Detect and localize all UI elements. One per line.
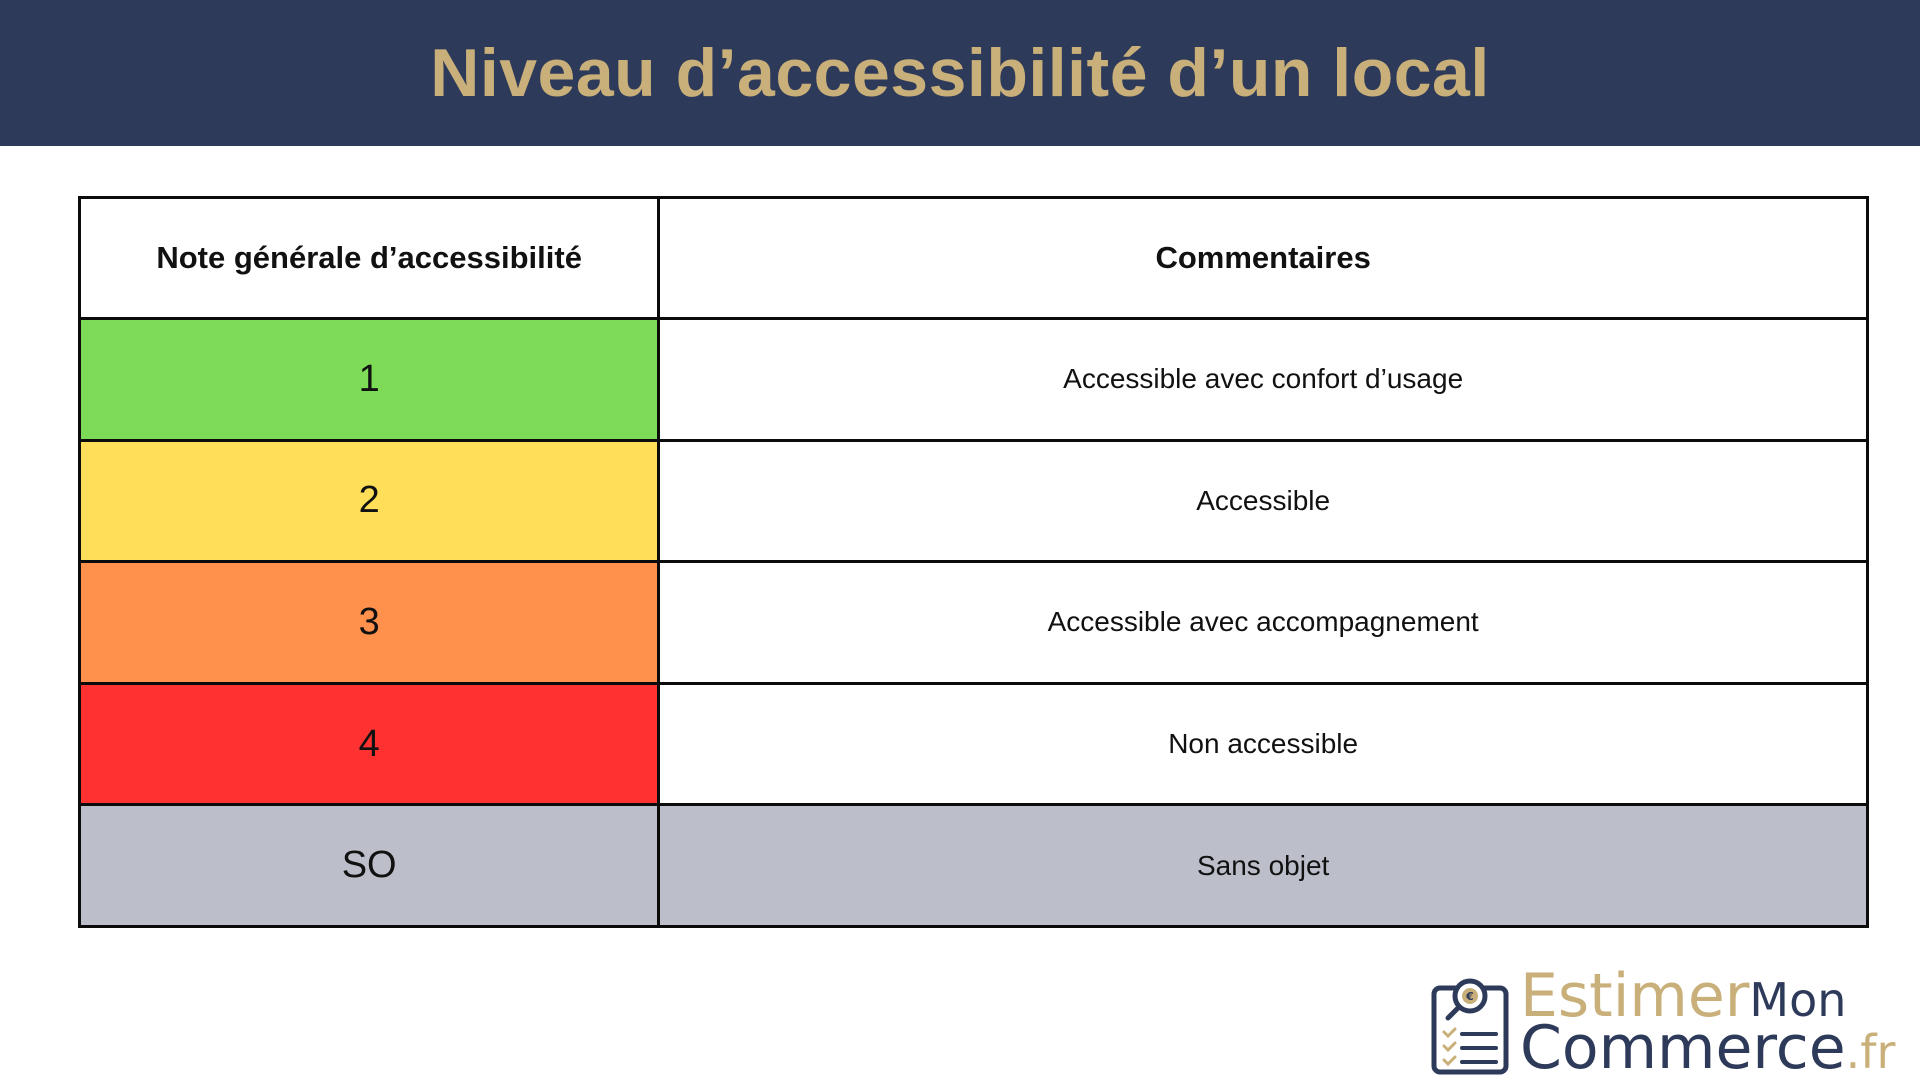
- accessibility-table: [78, 196, 1869, 928]
- note-column-header: Note générale d’accessibilité: [80, 198, 659, 319]
- table-row: [80, 805, 1868, 927]
- comment-column-header: Commentaires: [659, 198, 1868, 319]
- logo-word-mon: Mon: [1749, 973, 1847, 1027]
- note-cell: 3: [80, 562, 659, 684]
- logo-text-bottom: [1520, 1013, 1896, 1080]
- table-row: [80, 683, 1868, 805]
- comment-cell: Accessible avec accompagnement: [659, 562, 1868, 684]
- brand-logo: [1430, 961, 1910, 1080]
- table-row: [80, 440, 1868, 562]
- logo-word-fr: .fr: [1845, 1025, 1896, 1079]
- clipboard-euro-icon: [1430, 976, 1514, 1076]
- comment-cell: Accessible avec confort d’usage: [659, 319, 1868, 441]
- note-cell: 4: [80, 683, 659, 805]
- note-cell: 1: [80, 319, 659, 441]
- table-row: [80, 319, 1868, 441]
- note-cell: SO: [80, 805, 659, 927]
- page-title: Niveau d’accessibilité d’un local: [430, 35, 1490, 111]
- svg-text:€: €: [1466, 990, 1474, 1003]
- header-band: [0, 0, 1920, 146]
- note-cell: 2: [80, 440, 659, 562]
- table-header-row: [80, 198, 1868, 319]
- comment-cell: Accessible: [659, 440, 1868, 562]
- logo-word-estimer: Estimer: [1520, 961, 1750, 1031]
- table-container: [78, 196, 1869, 928]
- table-row: [80, 562, 1868, 684]
- logo-word-commerce: Commerce: [1520, 1013, 1846, 1080]
- comment-cell: Non accessible: [659, 683, 1868, 805]
- comment-cell: Sans objet: [659, 805, 1868, 927]
